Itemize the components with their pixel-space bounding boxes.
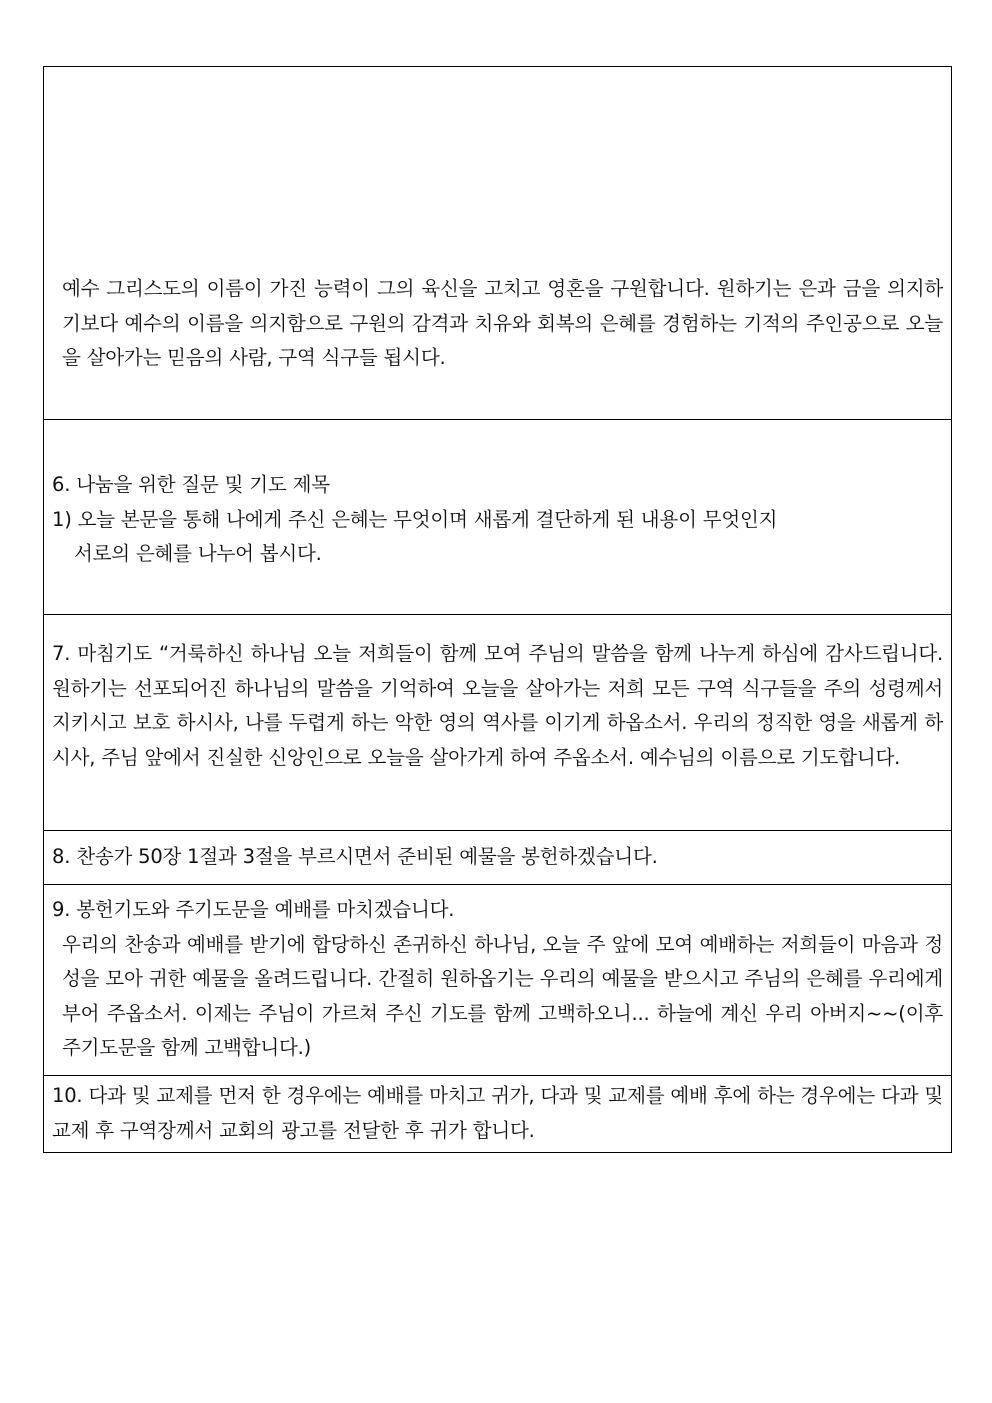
- hymn-cell: [44, 830, 951, 884]
- fellowship-cell: [44, 1075, 951, 1152]
- sharing-question-1-continued: 서로의 은혜를 나누어 봅시다.: [74, 542, 322, 565]
- hymn-text: 8. 찬송가 50장 1절과 3절을 부르시면서 준비된 예물을 봉헌하겠습니다.: [52, 845, 658, 868]
- fellowship-text: 10. 다과 및 교제를 먼저 한 경우에는 예배를 마치고 귀가, 다과 및 교제를 예배 후에 하는 경우에는 다과 및 교제 후 구역장께서 교회의 광고를 전달한 후 귀가 합니다.: [52, 1084, 943, 1142]
- closing-prayer-text: 7. 마침기도 “거룩하신 하나님 오늘 저희들이 함께 모여 주님의 말씀을 함께 나누게 하심에 감사드립니다. 원하기는 선포되어진 하나님의 말씀을 기억하여 오늘을 살아가는 저희 모든 구역 식구들을 주의 성령께서 지키시고 보호 하시사, 나를 두렵게 하는 악한 영의 역사를 이기게 하옵소서. 우리의 정직한 영을 새롭게 하시사, 주님 앞에서 진실한 신앙인으로 오늘을 살아가게 하여 주옵소서. 예수님의 이름으로 기도합니다.: [52, 642, 943, 769]
- closing-prayer-cell: [44, 614, 951, 830]
- worship-order-table: [43, 66, 952, 1153]
- sermon-summary-text: 예수 그리스도의 이름이 가진 능력이 그의 육신을 고치고 영혼을 구원합니다. 원하기는 은과 금을 의지하기보다 예수의 이름을 의지함으로 구원의 감격과 치유와 회복의 은혜를 경험하는 기적의 주인공으로 오늘을 살아가는 믿음의 사람, 구역 식구들 됩시다.: [62, 277, 943, 369]
- sermon-summary-cell: [44, 67, 951, 419]
- sharing-question-1: 1) 오늘 본문을 통해 나에게 주신 은혜는 무엇이며 새롭게 결단하게 된 내용이 무엇인지: [52, 507, 778, 531]
- offering-prayer-text: 우리의 찬송과 예배를 받기에 합당하신 존귀하신 하나님, 오늘 주 앞에 모여 예배하는 저희들이 마음과 정성을 모아 귀한 예물을 올려드립니다. 간절히 원하옵기는 우리의 예물을 받으시고 주님의 은혜를 우리에게 부어 주옵소서. 이제는 주님이 가르쳐 주신 기도를 함께 고백하오니... 하늘에 계신 우리 아버지~~(이후 주기도문을 함께 고백합니다.): [62, 932, 943, 1059]
- sharing-questions-cell: [44, 419, 951, 614]
- offering-prayer-title: 9. 봉헌기도와 주기도문을 예배를 마치겠습니다.: [52, 898, 455, 921]
- offering-prayer-cell: [44, 884, 951, 1075]
- sharing-title: 6. 나눔을 위한 질문 및 기도 제목: [52, 473, 330, 496]
